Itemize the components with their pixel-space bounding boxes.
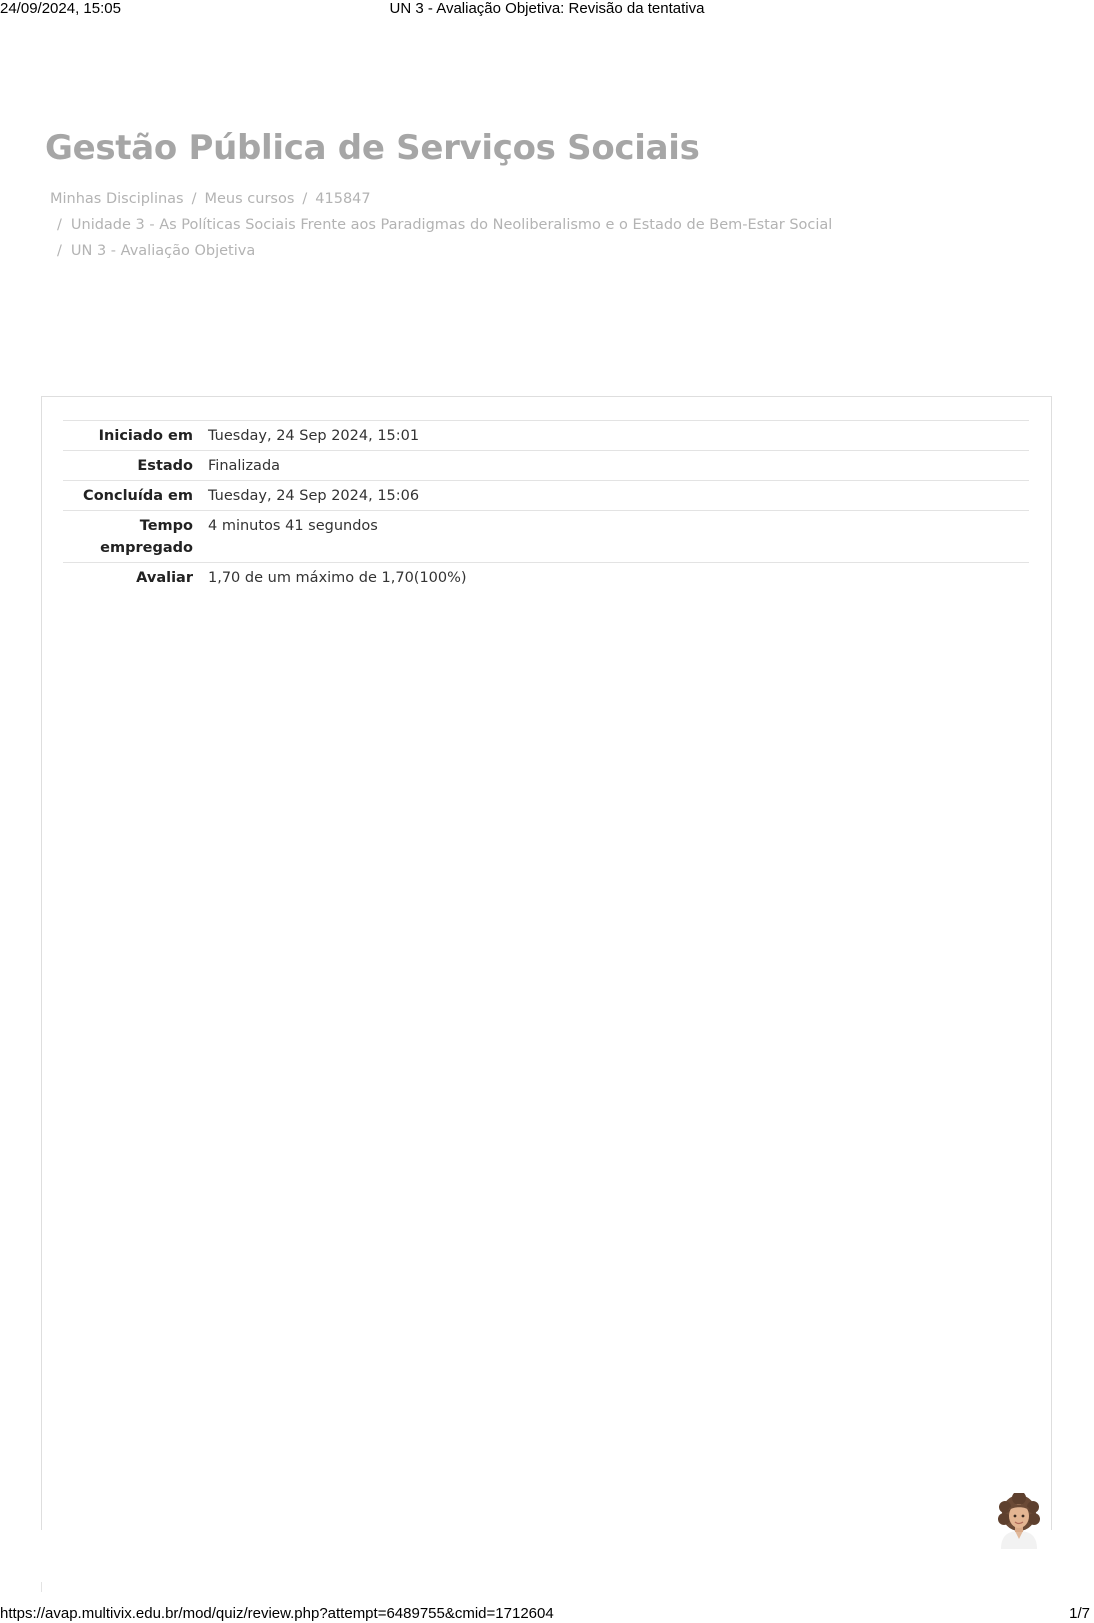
print-url: https://avap.multivix.edu.br/mod/quiz/review.php?attempt=6489755&cmid=1712604 bbox=[0, 1605, 554, 1622]
breadcrumb-link-course-id[interactable]: 415847 bbox=[315, 191, 371, 207]
summary-row-completed bbox=[63, 481, 1029, 511]
breadcrumb-separator: / bbox=[57, 243, 62, 259]
summary-label-line1: Tempo bbox=[139, 518, 193, 534]
summary-row-state bbox=[63, 451, 1029, 481]
page-title: Gestão Pública de Serviços Sociais bbox=[45, 128, 700, 168]
summary-label-line2: empregado bbox=[100, 540, 193, 556]
print-footer bbox=[0, 1605, 1094, 1623]
breadcrumb-link-avaliacao[interactable]: UN 3 - Avaliação Objetiva bbox=[70, 243, 256, 259]
breadcrumb-link-minhas-disciplinas[interactable]: Minhas Disciplinas bbox=[50, 191, 184, 207]
summary-row-started bbox=[63, 421, 1029, 451]
summary-value: Tuesday, 24 Sep 2024, 15:06 bbox=[208, 481, 1029, 511]
breadcrumb-link-meus-cursos[interactable]: Meus cursos bbox=[204, 191, 295, 207]
summary-label: Avaliar bbox=[63, 563, 208, 593]
assistant-avatar-icon[interactable] bbox=[995, 1493, 1043, 1549]
print-header bbox=[0, 0, 1094, 18]
print-page-indicator: 1/7 bbox=[1069, 1605, 1090, 1622]
breadcrumb bbox=[50, 186, 1050, 264]
summary-row-time-taken bbox=[63, 511, 1029, 563]
summary-value: 1,70 de um máximo de 1,70(100%) bbox=[208, 563, 1029, 593]
summary-label: Concluída em bbox=[63, 481, 208, 511]
summary-value: Tuesday, 24 Sep 2024, 15:01 bbox=[208, 421, 1029, 451]
summary-value: 4 minutos 41 segundos bbox=[208, 511, 1029, 563]
breadcrumb-separator: / bbox=[57, 217, 62, 233]
print-document-title: UN 3 - Avaliação Objetiva: Revisão da tentativa bbox=[389, 0, 705, 17]
print-datetime: 24/09/2024, 15:05 bbox=[0, 0, 121, 17]
summary-row-grade bbox=[63, 563, 1029, 593]
summary-value: Finalizada bbox=[208, 451, 1029, 481]
breadcrumb-separator: / bbox=[302, 191, 308, 207]
breadcrumb-link-unidade-3[interactable]: Unidade 3 - As Políticas Sociais Frente aos Paradigmas do Neoliberalismo e o Estado de Bem-Estar Social bbox=[70, 217, 833, 233]
summary-label bbox=[63, 511, 208, 563]
attempt-summary-table bbox=[63, 420, 1029, 592]
summary-label: Iniciado em bbox=[63, 421, 208, 451]
breadcrumb-separator: / bbox=[191, 191, 197, 207]
summary-label: Estado bbox=[63, 451, 208, 481]
page-edge-fragment bbox=[41, 1582, 42, 1592]
